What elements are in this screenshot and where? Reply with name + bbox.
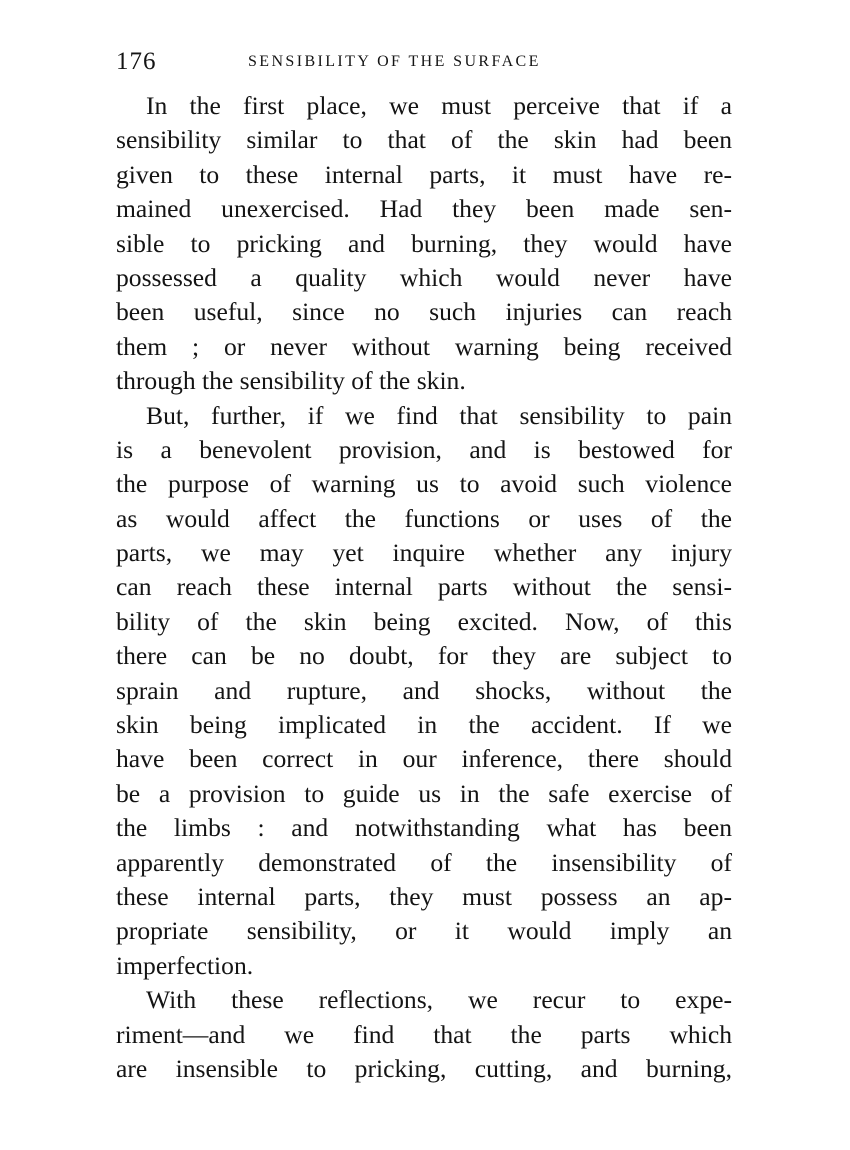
text-line: In the first place, we must perceive that if a (146, 91, 732, 120)
text-line: riment—and we find that the parts which (116, 1019, 732, 1049)
text-line: mained unexercised. Had they been made sen- (116, 194, 732, 224)
text-line: been useful, since no such injuries can reach (116, 297, 732, 327)
text-line: is a benevolent provision, and is bestowed for (116, 434, 732, 464)
text-line: these internal parts, they must possess an ap- (116, 881, 732, 911)
text-line: sible to pricking and burning, they would have (116, 228, 732, 258)
text-line: be a provision to guide us in the safe exercise of (116, 778, 732, 808)
text-line: With these reflections, we recur to expe- (146, 985, 732, 1015)
text-line: can reach these internal parts without the sensi- (116, 572, 732, 602)
text-line: the purpose of warning us to avoid such violence (116, 469, 732, 499)
body-text (116, 89, 732, 1086)
text-line: apparently demonstrated of the insensibility of (116, 847, 732, 877)
text-line: But, further, if we find that sensibility to pain (146, 400, 732, 430)
text-line: the limbs : and notwithstanding what has been (116, 813, 732, 843)
text-line: as would affect the functions or uses of the (116, 503, 732, 533)
text-line: sensibility similar to that of the skin had been (116, 125, 732, 155)
text-line: possessed a quality which would never have (116, 262, 732, 292)
page-number: 176 (116, 48, 157, 75)
text-line: there can be no doubt, for they are subject to (116, 641, 732, 671)
text-line: bility of the skin being excited. Now, of this (116, 606, 732, 636)
running-head (116, 48, 730, 78)
text-line: are insensible to pricking, cutting, and burning, (116, 1053, 732, 1083)
text-line: them ; or never without warning being received (116, 331, 732, 361)
text-line: skin being implicated in the accident. If we (116, 710, 732, 740)
text-line: through the sensibility of the skin. (116, 366, 466, 396)
text-line: parts, we may yet inquire whether any injury (116, 538, 732, 568)
text-line: sprain and rupture, and shocks, without the (116, 675, 732, 705)
text-line: propriate sensibility, or it would imply an (116, 916, 732, 946)
text-line: imperfection. (116, 950, 254, 980)
text-line: given to these internal parts, it must have re- (116, 159, 732, 189)
text-line: have been correct in our inference, there should (116, 744, 732, 774)
running-title: SENSIBILITY OF THE SURFACE (248, 53, 541, 70)
